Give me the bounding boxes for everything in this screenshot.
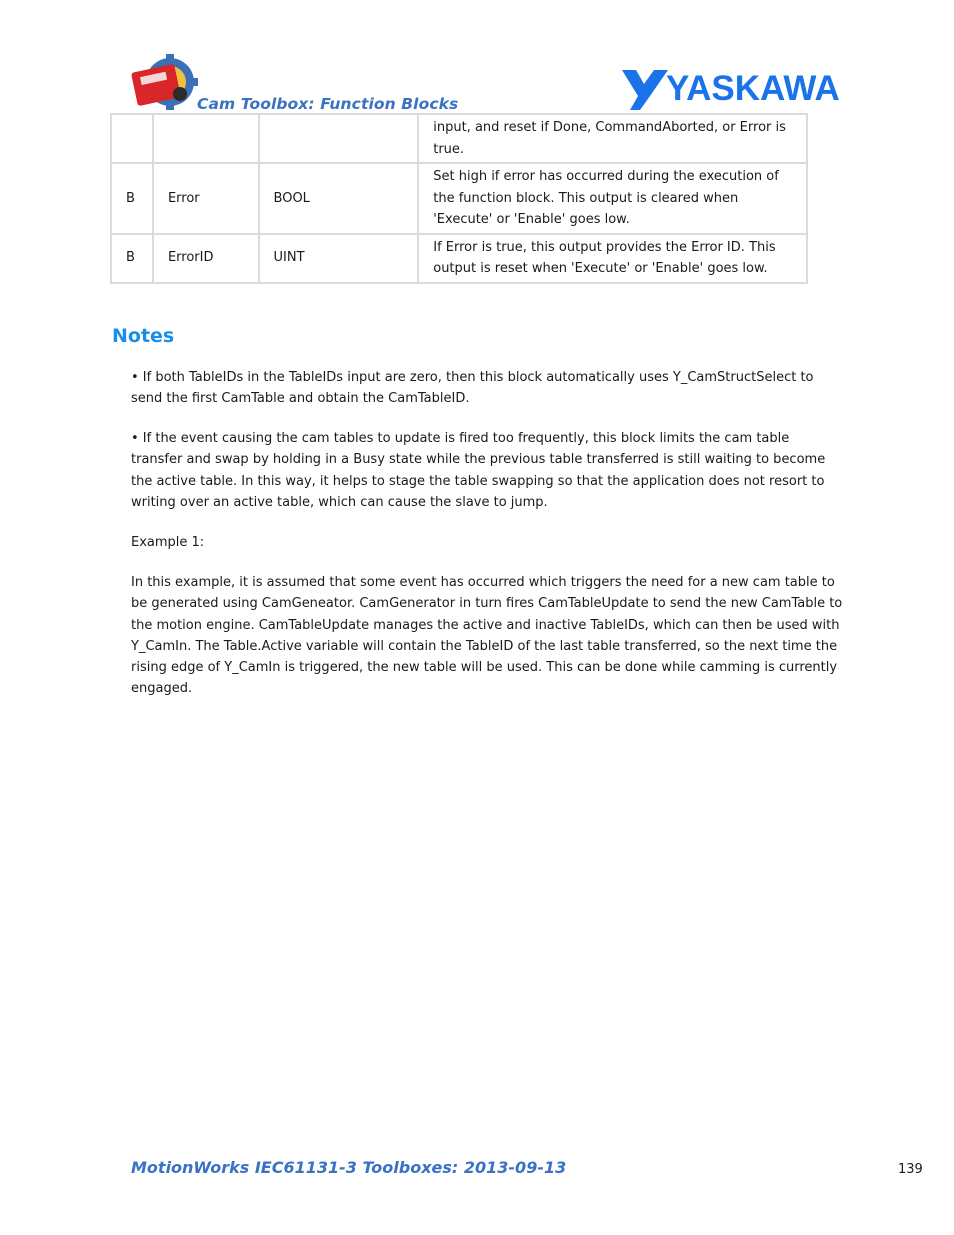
table-row [111, 234, 807, 283]
table-cell: Error [153, 163, 259, 234]
note-paragraph: • If both TableIDs in the TableIDs input are zero, then this block automatically uses Y_CamStructSelect to send the first CamTable and obtain the CamTableID. [131, 370, 814, 407]
table-cell: UINT [259, 234, 419, 283]
toolbox-emblem-icon [130, 54, 200, 112]
yaskawa-logo-icon [622, 66, 844, 112]
example-paragraph: In this example, it is assumed that some event has occurred which triggers the need for a new cam table to be generated using CamGeneator. CamGenerator in turn fires CamTableUpdate to send the new CamTable to the motion engine. CamTableUpdate manages the active and inactive TableIDs, which can then be used with Y_CamIn. The Table.Active variable will contain the TableID of the last table transferred, so the next time the rising edge of Y_CamIn is triggered, the new table will be used. This can be done while camming is currently engaged. [131, 575, 843, 697]
footer-title: MotionWorks IEC61131-3 Toolboxes: 2013-09-13 [131, 1158, 567, 1177]
table-row [111, 163, 807, 234]
table-cell: B [111, 163, 153, 234]
table-cell: B [111, 234, 153, 283]
table-cell: If Error is true, this output provides the Error ID. This output is reset when 'Execute' or 'Enable' goes low. [418, 234, 807, 283]
table-cell [111, 114, 153, 163]
table-cell [153, 114, 259, 163]
table-cell: input, and reset if Done, CommandAborted, or Error is true. [418, 114, 807, 163]
table-row [111, 114, 807, 163]
table-cell: ErrorID [153, 234, 259, 283]
page-number: 139 [898, 1162, 923, 1177]
parameters-table [110, 113, 808, 284]
note-paragraph: • If the event causing the cam tables to update is fired too frequently, this block limits the cam table transfer and swap by holding in a Busy state while the previous table transferred is still waiting to become the active table. In this way, it helps to stage the table swapping so that the application does not resort to writing over an active table, which can cause the slave to jump. [131, 431, 826, 510]
table-cell: Set high if error has occurred during the execution of the function block. This output is cleared when 'Execute' or 'Enable' goes low. [418, 163, 807, 234]
notes-heading: Notes [112, 325, 175, 347]
table-cell: BOOL [259, 163, 419, 234]
svg-text:YASKAWA: YASKAWA [666, 69, 840, 108]
table-cell [259, 114, 419, 163]
header-title: Cam Toolbox: Function Blocks [197, 95, 459, 113]
example-label: Example 1: [131, 535, 205, 550]
